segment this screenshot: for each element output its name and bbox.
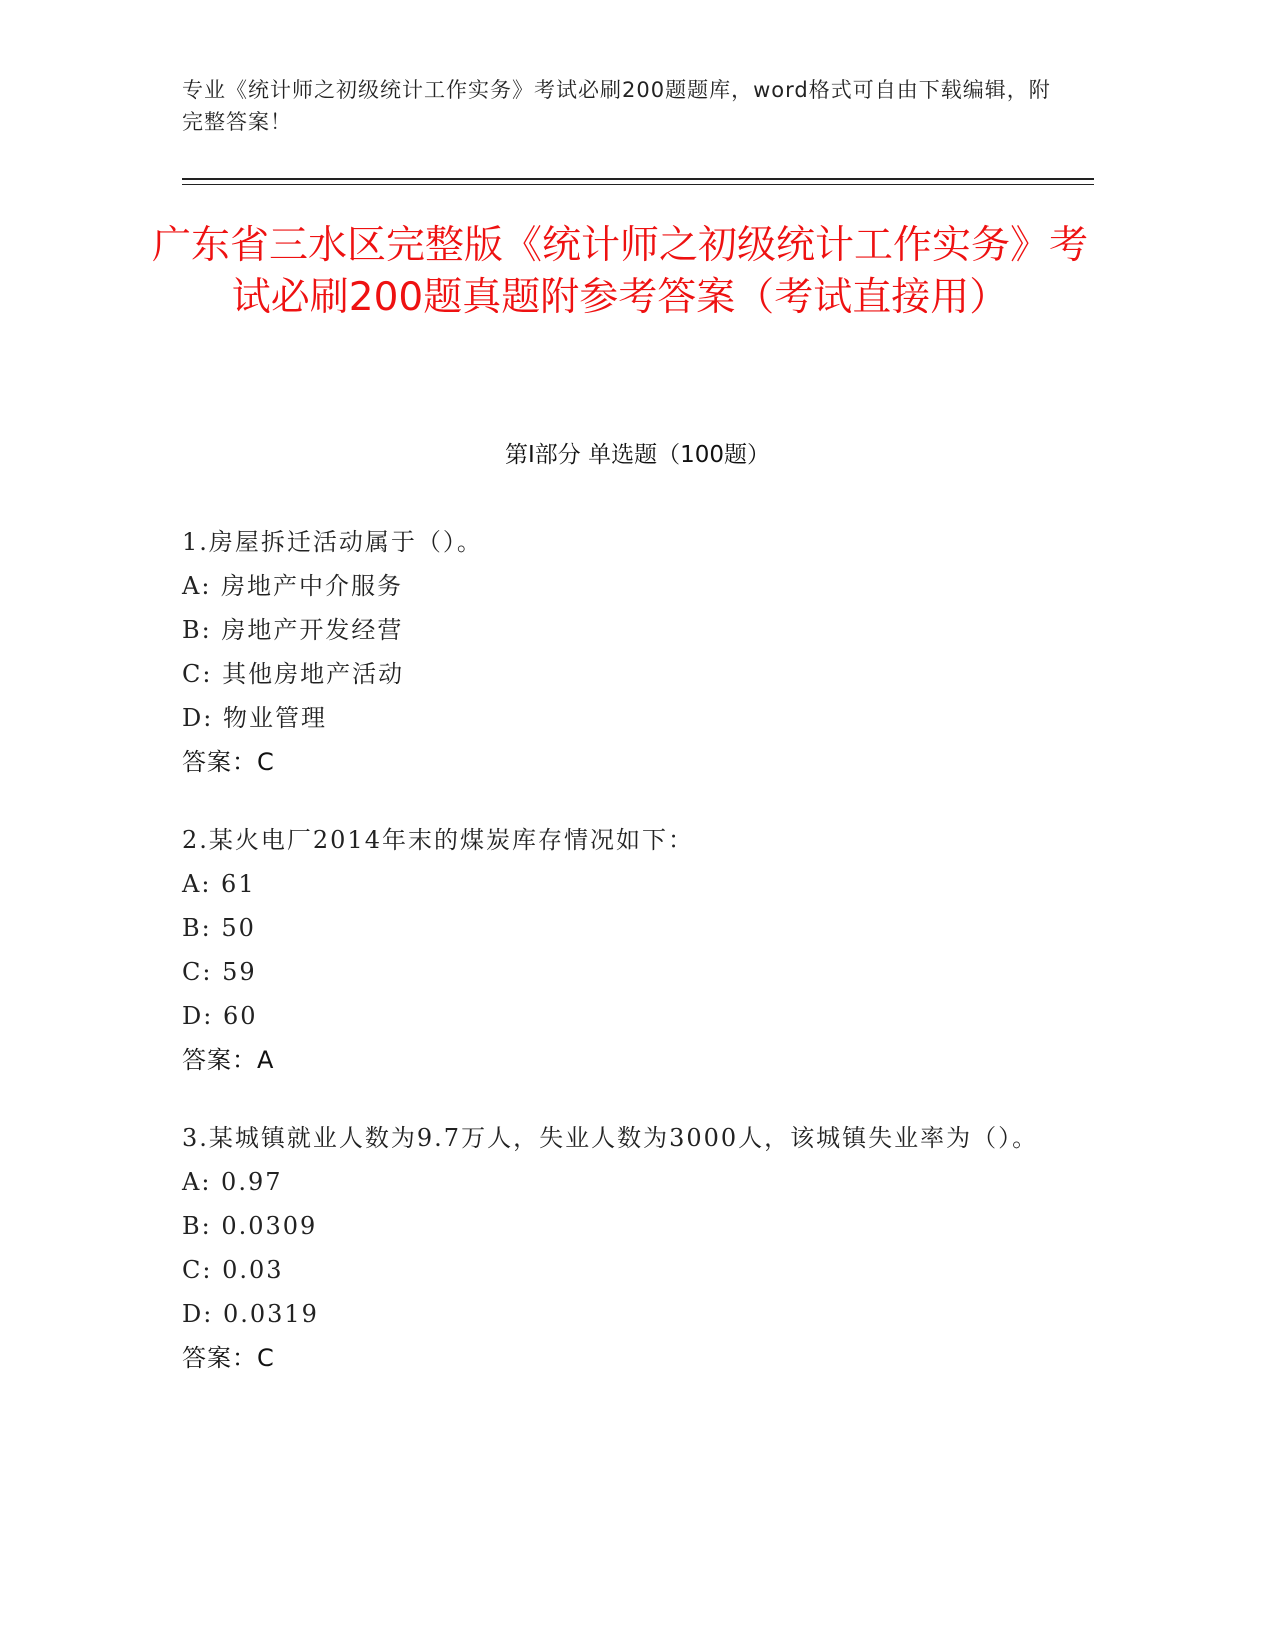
question-block: [182, 818, 1062, 1082]
option-d: D: 0.0319: [182, 1300, 319, 1328]
option-b: B: 50: [182, 914, 256, 942]
document-title: 广东省三水区完整版《统计师之初级统计工作实务》考试必刷200题真题附参考答案（考试直接用）: [151, 223, 1088, 320]
header-rule-thin: [182, 184, 1094, 185]
header-rule-thick: [182, 178, 1094, 180]
question-text: 2.某火电厂2014年末的煤炭库存情况如下：: [182, 826, 694, 854]
option-c: C: 0.03: [182, 1256, 284, 1284]
header-note: 专业《统计师之初级统计工作实务》考试必刷200题题库，word格式可自由下载编辑，附完整答案！: [182, 78, 1051, 134]
option-b: B: 房地产开发经营: [182, 616, 404, 644]
option-a: A: 房地产中介服务: [182, 572, 404, 600]
answer-line: 答案：A: [182, 1046, 275, 1074]
question-block: [182, 1116, 1062, 1380]
option-d: D: 60: [182, 1002, 258, 1030]
option-a: A: 61: [182, 870, 256, 898]
option-d: D: 物业管理: [182, 704, 327, 732]
answer-line: 答案：C: [182, 1344, 275, 1372]
option-a: A: 0.97: [182, 1168, 283, 1196]
section-title: 第Ⅰ部分 单选题（100题）: [505, 442, 770, 468]
question-block: [182, 520, 1062, 784]
option-c: C: 59: [182, 958, 257, 986]
question-text: 1.房屋拆迁活动属于（）。: [182, 528, 483, 556]
option-b: B: 0.0309: [182, 1212, 318, 1240]
answer-line: 答案：C: [182, 748, 275, 776]
option-c: C: 其他房地产活动: [182, 660, 405, 688]
question-list: [182, 520, 1062, 1414]
question-text: 3.某城镇就业人数为9.7万人，失业人数为3000人，该城镇失业率为（）。: [182, 1124, 1039, 1152]
